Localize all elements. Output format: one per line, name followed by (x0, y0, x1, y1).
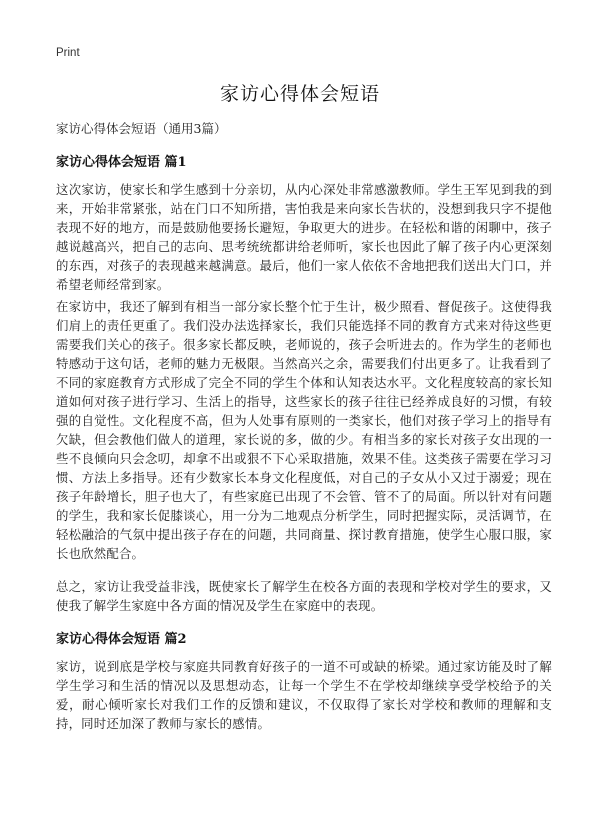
section-heading-2: 家访心得体会短语 篇2 (56, 632, 187, 647)
section-1-paragraph-1: 这次家访，使家长和学生感到十分亲切，从内心深处非常感激教师。学生王军见到我的到来，开始非常紧张，站在门口不知所措，害怕我是来向家长告状的，没想到我只字不提他表现不好的地方，而是鼓励他要扬长避短，争取更大的进步。在轻松和谐的闲聊中，孩子越说越高兴，把自己的志向、思考统统都讲给老师听，家长也因此了解了孩子内心更深刻的东西，对孩子的表现越来越满意。最后，他们一家人依依不舍地把我们送出大门口，并希望老师经常到家。 (56, 182, 552, 292)
section-1-paragraph-3: 总之，家访让我受益非浅，既使家长了解学生在校各方面的表现和学校对学生的要求，又使我了解学生家庭中各方面的情况及学生在家庭中的表现。 (56, 579, 552, 613)
page-title: 家访心得体会短语 (219, 83, 380, 105)
section-1-paragraph-2: 在家访中，我还了解到有相当一部分家长整个忙于生计，极少照看、督促孩子。这使得我们肩上的责任更重了。我们没办法选择家长，我们只能选择不同的教育方式来对待这些更需要我们关心的孩子。很多家长都反映，老师说的，孩子会听进去的。作为学生的老师也特感动于这句话，老师的魅力无极限。当然高兴之余，需要我们付出更多了。让我看到了不同的家庭教育方式形成了完全不同的学生个体和认知表达水平。文化程度较高的家长知道如何对孩子进行学习、生活上的指导，这些家长的孩子往往已经养成良好的习惯，有较强的自觉性。文化程度不高，但为人处事有原则的一类家长，他们对孩子学习上的指导有欠缺，但会教他们做人的道理，家长说的多，做的少。有相当多的家长对孩子女出现的一些不良倾向只会念叨，却拿不出或狠不下心采取措施，效果不佳。这类孩子需要在学习习惯、方法上多指导。还有少数家长本身文化程度低，对自己的子女从小又过于溺爱；现在孩子年龄增长，胆子也大了，有些家庭已出现了不会管、管不了的局面。所以针对有问题的学生，我和家长促膝谈心，用一分为二地观点分析学生，同时把握实际，灵活调节，在轻松融洽的气氛中提出孩子存在的问题，共同商量、探讨教育措施，使学生心服口服，家长也欣然配合。 (56, 299, 552, 561)
document-subtitle: 家访心得体会短语（通用3篇） (56, 121, 227, 136)
section-2-paragraph-1: 家访，说到底是学校与家庭共同教育好孩子的一道不可或缺的桥梁。通过家访能及时了解学生学习和生活的情况以及思想动态，让每一个学生不在学校却继续享受学校给予的关爱，耐心倾听家长对我们工作的反馈和建议，不仅取得了家长对学校和教师的理解和支持，同时还加深了教师与家长的感情。 (56, 659, 552, 731)
print-link[interactable]: Print (56, 47, 80, 59)
section-heading-1: 家访心得体会短语 篇1 (56, 155, 187, 170)
